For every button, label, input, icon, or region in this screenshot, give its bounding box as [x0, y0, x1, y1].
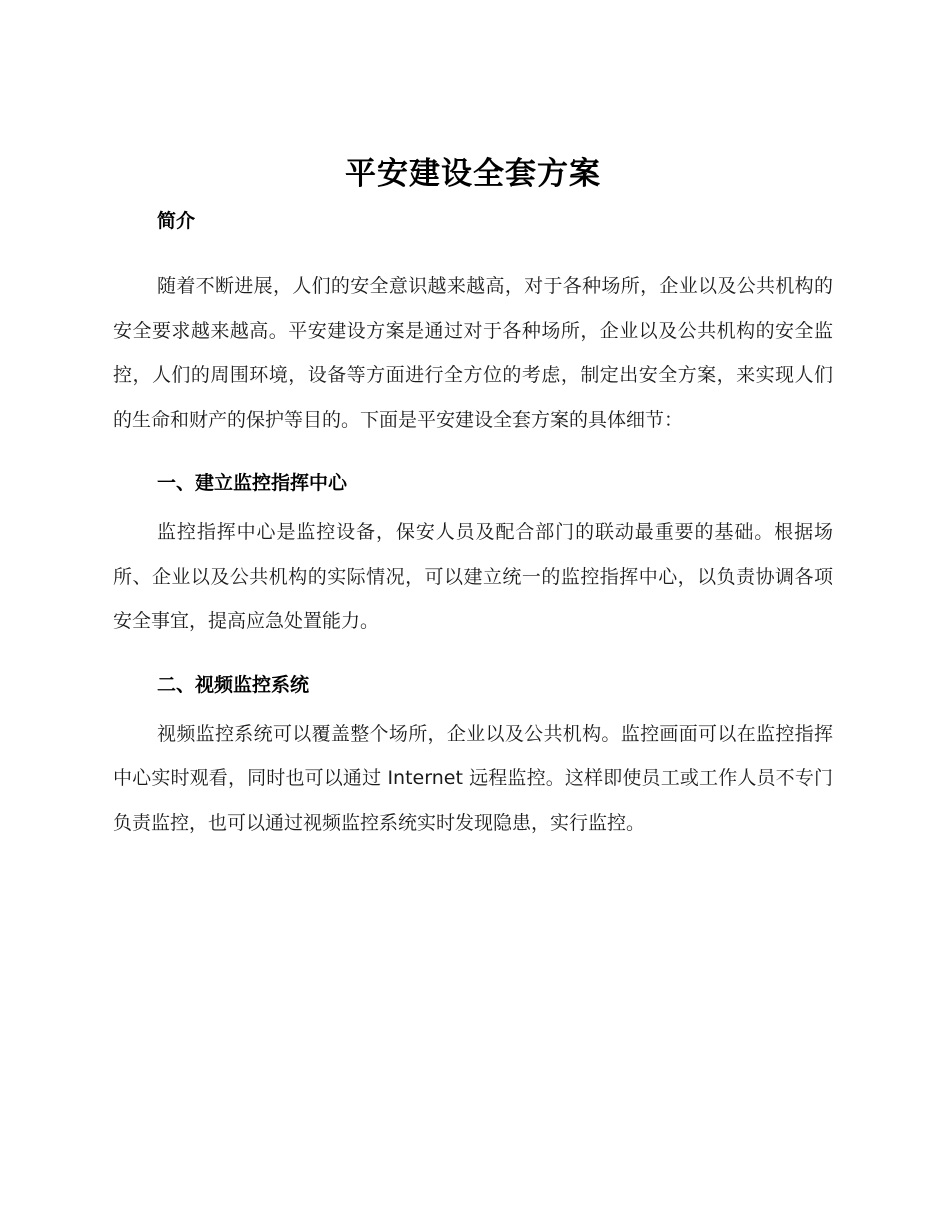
- section-body-monitoring-center: 监控指挥中心是监控设备，保安人员及配合部门的联动最重要的基础。根据场所、企业以及公共机构的实际情况，可以建立统一的监控指挥中心，以负责协调各项安全事宜，提高应急处置能力。: [113, 521, 833, 632]
- document-title: 平安建设全套方案: [345, 156, 601, 192]
- section-heading-intro: 简介: [157, 210, 196, 232]
- section-body-intro: 随着不断进展，人们的安全意识越来越高，对于各种场所，企业以及公共机构的安全要求越来越高。平安建设方案是通过对于各种场所，企业以及公共机构的安全监控，人们的周围环境，设备等方面进行全方位的考虑，制定出安全方案，来实现人们的生命和财产的保护等目的。下面是平安建设全套方案的具体细节：: [113, 275, 833, 431]
- section-heading-monitoring-center: 一、建立监控指挥中心: [157, 472, 348, 494]
- section-heading-video-surveillance: 二、视频监控系统: [157, 673, 310, 696]
- document-content: [113, 148, 833, 845]
- section-body-video-surveillance: 视频监控系统可以覆盖整个场所，企业以及公共机构。监控画面可以在监控指挥中心实时观看，同时也可以通过 Internet 远程监控。这样即使员工或工作人员不专门负责监控，也可以通过视频监控系统实时发现隐患，实行监控。: [113, 722, 833, 834]
